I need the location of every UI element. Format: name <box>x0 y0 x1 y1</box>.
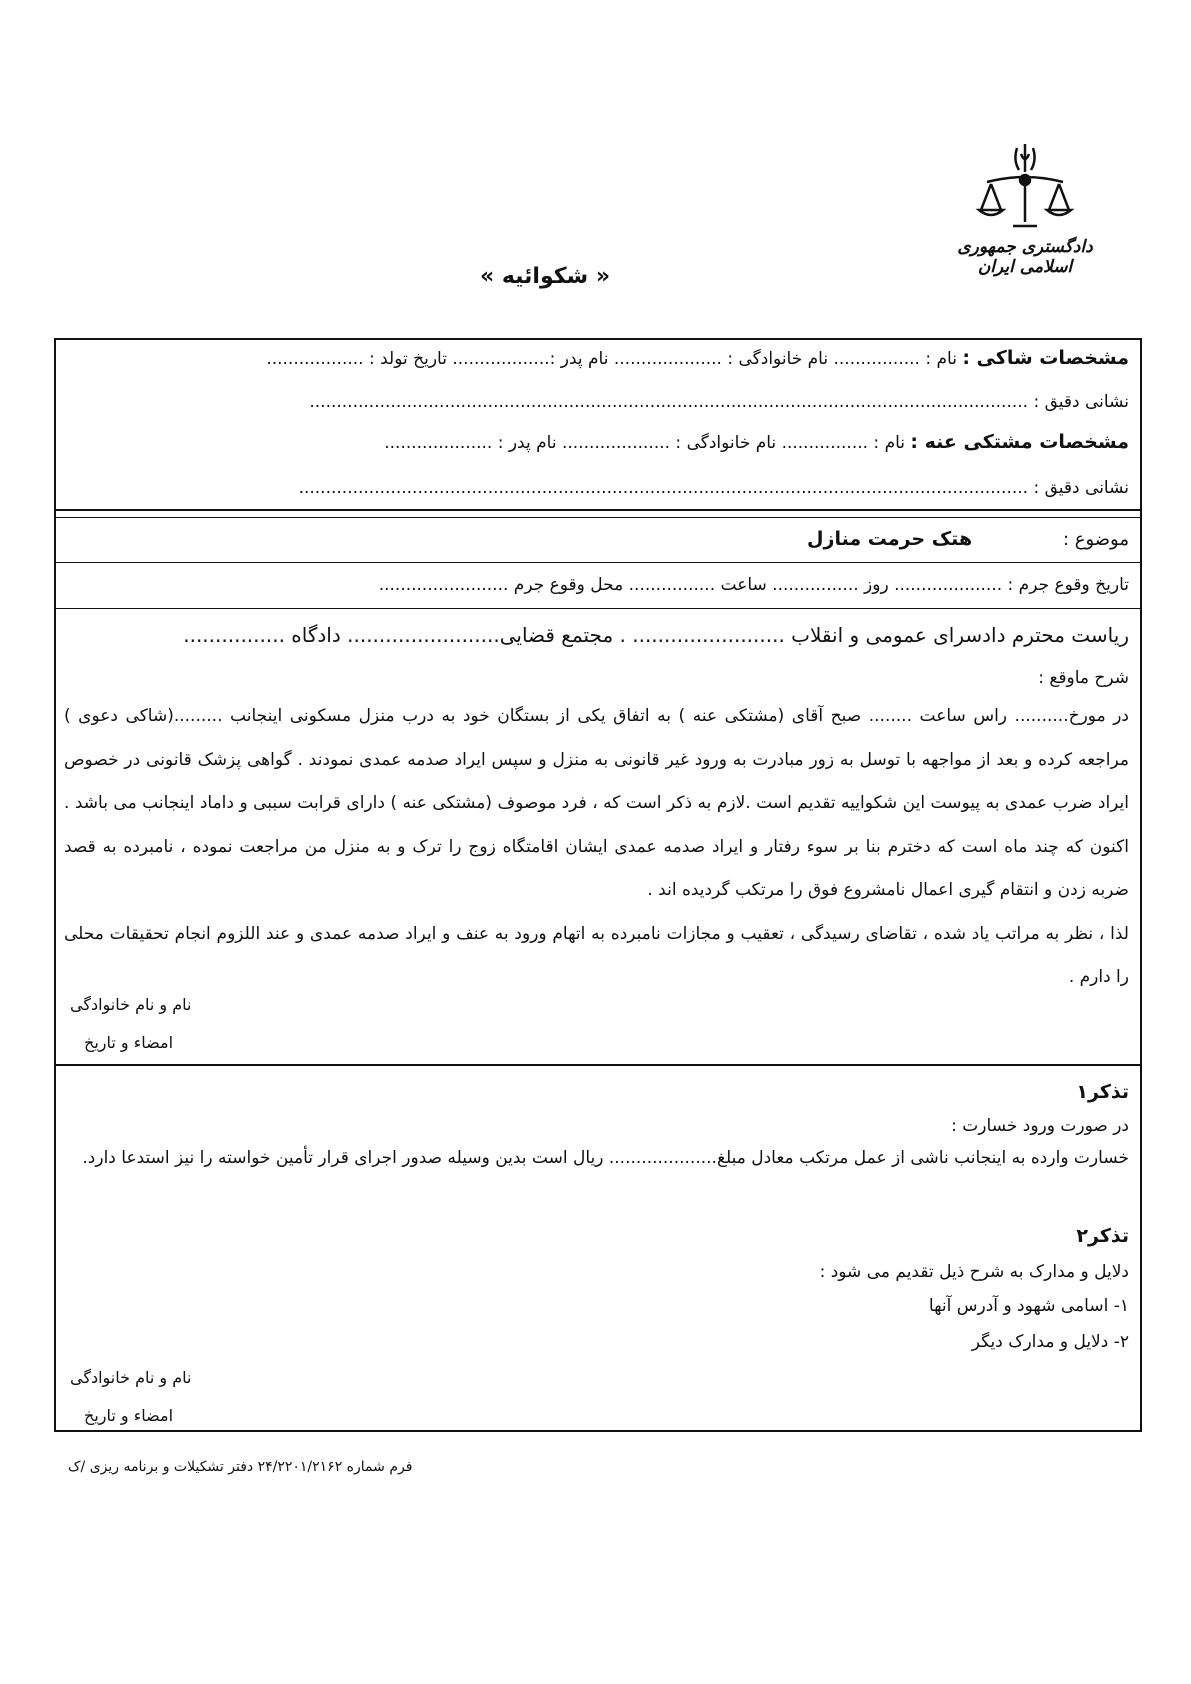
note2-title: تذکر۲ <box>1076 1225 1129 1247</box>
note2-title-row <box>64 1222 1129 1251</box>
defendant-label: مشخصات مشتکی عنه : <box>910 431 1129 453</box>
defendant-fields[interactable]: نام : ................ نام خانوادگی : .................... نام پدر : .................... <box>384 433 906 453</box>
complainant-row <box>64 344 1129 373</box>
addressee-line[interactable]: ریاست محترم دادسرای عمومی و انقلاب ........................ . مجتمع قضایی........................ دادگاه ................ <box>183 623 1129 647</box>
description-label-row <box>64 664 1129 692</box>
signature-block-2 <box>70 1364 191 1430</box>
signature-name-label: نام و نام خانوادگی <box>70 1368 192 1387</box>
section-divider <box>54 1064 1142 1066</box>
description-label: شرح ماوقع : <box>1038 668 1129 688</box>
subject-label: موضوع : <box>1062 529 1129 550</box>
section-divider <box>54 608 1142 609</box>
defendant-row <box>64 428 1129 457</box>
scales-of-justice-icon <box>975 140 1075 235</box>
page-title: « شکوائیه » <box>479 264 611 289</box>
description-paragraph-2: لذا ، نظر به مراتب یاد شده ، تقاضای رسیدگی ، تعقیب و مجازات نامبرده به اتهام ورود به عنف و ایراد صدمه عمدی و عند اللزوم انجام تحقیقات محلی را دارم . <box>64 923 1129 987</box>
complainant-address-row <box>64 388 1129 416</box>
addressee-row <box>64 620 1129 650</box>
description-body <box>64 695 1129 1000</box>
section-divider <box>54 517 1142 518</box>
section-divider <box>54 562 1142 563</box>
note1-text: خسارت وارده به اینجانب ناشی از عمل مرتکب معادل مبلغ.................... ریال است بدین وسیله صدور اجرای قرار تأمین خواسته را نیز استدعا دارد. <box>82 1148 1129 1168</box>
description-paragraph-1: در مورخ.......... راس ساعت ........ صبح آقای (مشتکی عنه ) به اتفاق یکی از بستگان خود به درب منزل مسکونی اینجانب .........(شاکی دعوی ) مراجعه کرده و بعد از مواجهه با توسل به زور مبادرت به ورود غیر قانونی به منزل و سپس ایراد صدمه عمدی نمودند . گواهی پزشک قانونی در خصوص ایراد ضرب عمدی به پیوست این شکواییه تقدیم است .لازم به ذکر است که ، فرد موصوف (مشتکی عنه ) دارای قرابت سببی و داماد اینجانب می باشد . اکنون که چند ماه است که دخترم بنا بر سوء رفتار و ایراد صدمه عمدی ایشان اقامتگاه زوج را ترک و به منزل من مراجعت نموده ، نامبرده به قصد ضربه زدن و انتقام گیری اعمال نامشروع فوق را مرتکب گردیده اند . <box>64 706 1129 900</box>
crime-time-row <box>64 571 1129 599</box>
signature-block-1 <box>70 991 191 1057</box>
judiciary-emblem <box>935 140 1115 280</box>
complainant-label: مشخصات شاکی : <box>962 347 1129 369</box>
defendant-address-field[interactable]: نشانی دقیق : ....................................................................................................................................... <box>298 478 1129 498</box>
organization-name: دادگستری جمهوری اسلامی ایران <box>957 237 1093 277</box>
subject-value: هتک حرمت منازل <box>807 528 973 550</box>
note2-item-1: ۱- اسامی شهود و آدرس آنها <box>928 1296 1129 1316</box>
complainant-address-field[interactable]: نشانی دقیق : ..................................................................................................................................... <box>309 392 1129 412</box>
note2-item-row <box>64 1292 1129 1320</box>
note1-intro: در صورت ورود خسارت : <box>951 1116 1129 1136</box>
form-number-footer: فرم شماره ۲۴/۲۲۰۱/۲۱۶۲ دفتر تشکیلات و برنامه ریزی /ک <box>68 1459 413 1475</box>
complainant-fields[interactable]: نام : ................ نام خانوادگی : .................... نام پدر :.................. تاریخ تولد : .................. <box>266 349 957 369</box>
crime-time-fields[interactable]: تاریخ وقوع جرم : .................... روز ................ ساعت ................ محل وقوع جرم ........................ <box>378 575 1129 595</box>
signature-name-label: نام و نام خانوادگی <box>70 995 192 1014</box>
signature-sign-label: امضاء و تاریخ <box>84 1033 174 1052</box>
note1-title-row <box>64 1078 1129 1107</box>
section-divider <box>54 509 1142 511</box>
note1-intro-row <box>64 1112 1129 1140</box>
defendant-address-row <box>64 474 1129 502</box>
note1-body <box>64 1138 1129 1178</box>
note2-intro-row <box>64 1258 1129 1286</box>
note2-item-2: ۲- دلایل و مدارک دیگر <box>971 1332 1129 1352</box>
note1-title: تذکر۱ <box>1076 1081 1129 1103</box>
note2-intro: دلایل و مدارک به شرح ذیل تقدیم می شود : <box>819 1262 1129 1282</box>
signature-sign-label: امضاء و تاریخ <box>84 1406 174 1425</box>
subject-row <box>64 525 1129 554</box>
note2-item-row <box>64 1328 1129 1356</box>
